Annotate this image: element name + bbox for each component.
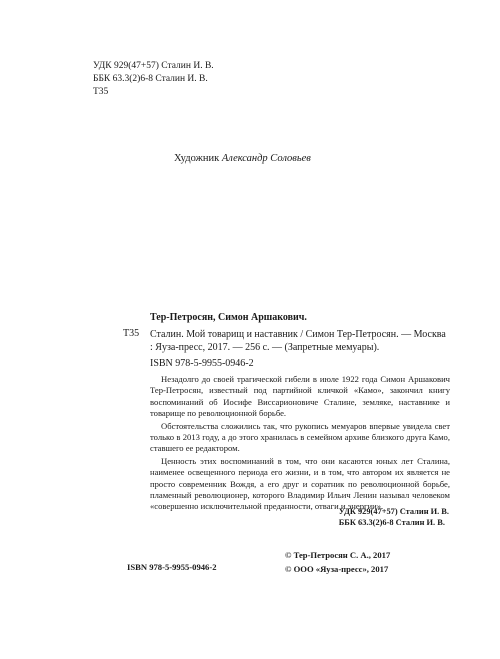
- copyright-publisher: © ООО «Яуза-пресс», 2017: [285, 564, 389, 574]
- bottom-udk-code: УДК 929(47+57) Сталин И. В.: [338, 507, 449, 516]
- top-classification-block: [93, 60, 214, 99]
- catalog-isbn: ISBN 978-5-9955-0946-2: [150, 358, 254, 369]
- illustrator-credit: [174, 153, 311, 164]
- bottom-bbk-code: ББК 63.3(2)6-8 Сталин И. В.: [338, 518, 445, 527]
- illustrator-name: Александр Соловьев: [221, 153, 311, 164]
- annotation-paragraph: Ценность этих воспоминаний в том, что они касаются юных лет Сталина, наименее освещенного периода его жизни, и в том, что автором их является не просто современник Вождя, а его друг и соратник по революционной борьбе, пламенный революционер, которого Владимир Ильич Ленин называл человеком «совершенно исключительной преданности, отваги и энергии».: [150, 455, 450, 512]
- annotation: [150, 374, 450, 514]
- bottom-isbn: ISBN 978-5-9955-0946-2: [127, 562, 217, 572]
- top-bbk-code: ББК 63.3(2)6-8 Сталин И. В.: [93, 74, 208, 84]
- copyright-author: © Тер-Петросян С. А., 2017: [285, 550, 391, 560]
- catalog-description: Сталин. Мой товарищ и наставник / Симон Тер-Петросян. — Москва : Яуза-пресс, 2017. — 256 с. — (Запретные мемуары).: [150, 329, 446, 353]
- annotation-paragraph: Обстоятельства сложились так, что рукопись мемуаров впервые увидела свет только в 2013 году, а до этого хранилась в семейном архиве близкого друга Камо, ставшего ее редактором.: [150, 420, 450, 454]
- top-author-code: Т35: [93, 87, 109, 97]
- annotation-paragraph: Незадолго до своей трагической гибели в июле 1922 года Симон Аршакович Тер-Петросян, известный под партийной кличкой «Камо», закончил книгу воспоминаний об Иосифе Виссарионовиче Сталине, земляке, наставнике и товарище по революционной борьбе.: [150, 374, 450, 419]
- copyright-block: [285, 548, 390, 576]
- top-udk-code: УДК 929(47+57) Сталин И. В.: [93, 61, 214, 71]
- illustrator-label: Художник: [174, 153, 220, 164]
- bottom-classification-block: [339, 506, 449, 528]
- catalog-author-code: Т35: [123, 328, 140, 339]
- catalog-author: Тер-Петросян, Симон Аршакович.: [150, 312, 307, 323]
